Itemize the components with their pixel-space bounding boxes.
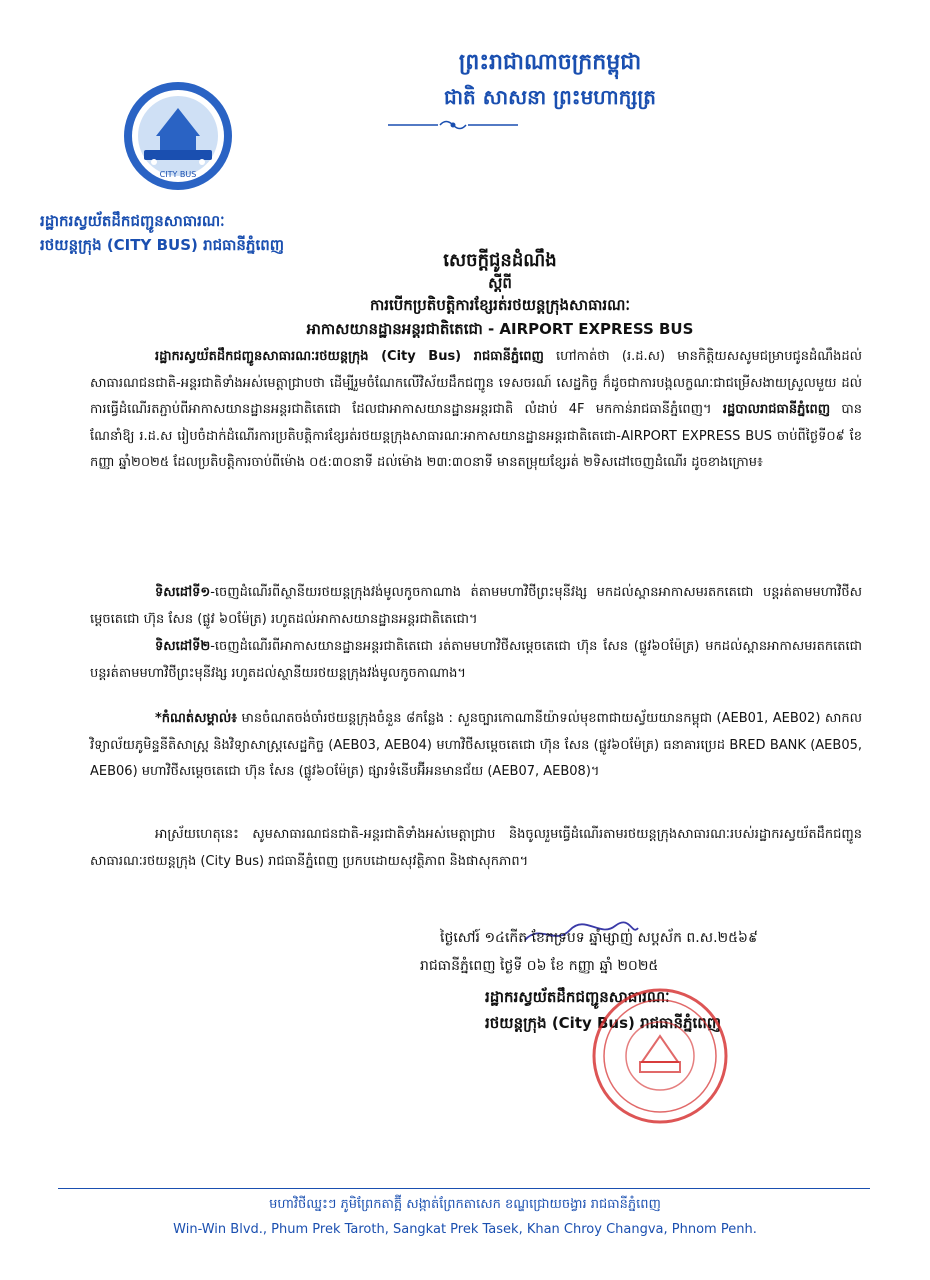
footer-address-km: មហាវិថីឈ្នះៗ ភូមិព្រែកតាត្អ៊ី សង្កាត់ព្រែកតាសេក ខណ្ឌជ្រោយចង្វារ រាជធានីភ្នំពេញ — [269, 1197, 661, 1212]
kingdom-title: ព្រះរាជាណាចក្រកម្ពុជា — [458, 50, 642, 75]
ornament-divider — [388, 118, 518, 132]
notice-subject: ការបើកប្រតិបត្តិការខ្សែរត់រថយន្តក្រុងសាធារណៈ — [369, 296, 631, 314]
agency-name: រដ្ឋាករស្វយ័តដឹកជញ្ជូនសាធារណៈ — [40, 212, 225, 230]
closing-paragraph: អាស្រ័យហេតុនេះ សូមសាធារណជនជាតិ-អន្តរជាតិទាំងអស់មេត្តាជ្រាប និងចូលរួមធ្វើដំណើរតាមរថយន្តក្រុងសាធារណៈរបស់រដ្ឋាករស្វយ័តដឹកជញ្ជូនសាធារណៈរថយន្តក្រុង (City Bus) រាជធានីភ្នំពេញ ប្រកបដោយសុវត្ថិភាព និងផាសុកភាព។ — [90, 827, 862, 869]
official-stamp — [560, 984, 760, 1134]
place-date: រាជធានីភ្នំពេញ ថ្ងៃទី ០៦ ខែ កញ្ញា ឆ្នាំ ២០២៥ — [420, 958, 659, 974]
intro-authority: រដ្ឋបាលរាជធានីភ្នំពេញ — [722, 402, 831, 417]
note-label: *កំណត់សម្គាល់៖ — [155, 711, 238, 726]
notice-title: សេចក្តីជូនដំណឹង — [443, 250, 557, 271]
signatory-agency: រដ្ឋាករស្វយ័តដឹកជញ្ជូនសាធារណៈ — [485, 988, 670, 1006]
agency-subname: រថយន្តក្រុង (CITY BUS) រាជធានីភ្នំពេញ — [40, 236, 285, 254]
intro-agency: រដ្ឋាករស្វយ័តដឹកជញ្ជូនសាធារណៈរថយន្តក្រុង (City Bus) រាជធានីភ្នំពេញ — [155, 349, 544, 364]
route-1-paragraph — [90, 580, 862, 633]
footer-address-en: Win-Win Blvd., Phum Prek Taroth, Sangkat Prek Tasek, Khan Chroy Changva, Phnom Penh. — [173, 1222, 757, 1237]
signatory-agency-sub: រថយន្តក្រុង (City Bus) រាជធានីភ្នំពេញ — [485, 1014, 722, 1032]
route-1-label: ទិសដៅទី១ — [155, 585, 211, 600]
notice-subject-en: អាកាសយានដ្ឋានអន្តរជាតិតេជោ - AIRPORT EXPRESS BUS — [306, 320, 694, 338]
route-2-text: -ចេញដំណើរពីអាកាសយានដ្ឋានអន្តរជាតិតេជោ រត់តាមមហាវិថីសម្តេចតេជោ ហ៊ុន សែន (ផ្លូវ៦០ម៉ែត្រ) មកដល់ស្ពានអាកាសមរតកតេជោ បន្តរត់តាមមហាវិថីព្រះមុនីវង្ស រហូតដល់ស្ថានីយរថយន្តក្រុងវង់មូលកូចកាណាង។ — [90, 639, 862, 681]
route-2-label: ទិសដៅទី២ — [155, 639, 211, 654]
intro-tail: បានណែនាំឱ្យ រ.ដ.ស រៀបចំដាក់ដំណើរការប្រតិបត្តិការខ្សែរត់រថយន្តក្រុងសាធារណៈអាកាសយានដ្ឋានអន្តរជាតិតេជោ-AIRPORT EXPRESS BUS ចាប់ពីថ្ងៃទី០៩ ខែកញ្ញា ឆ្នាំ២០២៥ ដែលប្រតិបត្តិការចាប់ពីម៉ោង ០៥:៣០នាទី ដល់ម៉ោង ២៣:៣០នាទី មានតម្រុយខ្សែរត់ ២ទិសដៅចេញដំណើរ ដូចខាងក្រោម៖ — [90, 402, 862, 470]
notice-about: ស្តីពី — [488, 274, 512, 292]
note-paragraph — [90, 706, 862, 786]
footer-divider — [58, 1188, 870, 1189]
city-bus-logo — [108, 78, 248, 198]
national-motto: ជាតិ សាសនា ព្រះមហាក្សត្រ — [444, 85, 656, 109]
route-2-paragraph — [90, 634, 862, 687]
lunar-date: ថ្ងៃសៅរ៍ ១៤កើត ខែភទ្របទ ឆ្នាំម្សាញ់ សប្តស័ក ព.ស.២៥៦៩ — [440, 930, 758, 946]
route-1-text: -ចេញដំណើរពីស្ថានីយរថយន្តក្រុងវង់មូលកូចកាណាង ត់តាមមហាវិថីព្រះមុនីវង្ស មកដល់ស្ពានអាកាសមរតកតេជោ បន្តរត់តាមមហាវិថីសម្តេចតេជោ ហ៊ុន សែន (ផ្លូវ ៦០ម៉ែត្រ) រហូតដល់អាកាសយានដ្ឋានអន្តរជាតិតេជោ។ — [90, 585, 862, 627]
note-text: មានចំណតចង់ចាំរថយន្តក្រុងចំនួន ៨កន្លែង : សួនច្បារកោណានីយ៉ាទល់មុខពាជាយស្វ័យយានកម្ពុជា (AEB01, AEB02) សាកលវិទ្យាល័យភូមិន្ទនីតិសាស្ត្រ និងវិទ្យាសាស្ត្រសេដ្ឋកិច្ច (AEB03, AEB04) មហាវិថីសម្តេចតេជោ ហ៊ុន សែន (ផ្លូវ៦០ម៉ែត្រ) ធនាគារប្រេដ BRED BANK (AEB05, AEB06) មហាវិថីសម្តេចតេជោ ហ៊ុន សែន (ផ្លូវ៦០ម៉ែត្រ) ផ្សារទំនើបអ៊ីអនមានជ័យ (AEB07, AEB08)។ — [90, 711, 862, 779]
logo-text: CITY BUS — [159, 170, 197, 179]
body-paragraph-intro — [90, 344, 862, 477]
intro-text: ហៅកាត់ថា (រ.ដ.ស) មានកិត្តិយសសូមជម្រាបជូនដំណឹងដល់សាធារណជនជាតិ-អន្តរជាតិទាំងអស់មេត្តាជ្រាបថា ដើម្បីរួមចំណែកលើវិស័យដឹកជញ្ជូន ទេសចរណ៍ សេដ្ឋកិច្ច ក៏ដូចជាការបង្កលក្ខណៈជាជម្រើសងាយស្រួលមួយ ដល់ការធ្វើដំណើរតភ្ជាប់ពីអាកាសយានដ្ឋានអន្តរជាតិតេជោ ដែលជាអាកាសយានដ្ឋានអន្តរជាតិ លំដាប់ 4F មកកាន់រាជធានីភ្នំពេញ។ — [90, 349, 862, 417]
